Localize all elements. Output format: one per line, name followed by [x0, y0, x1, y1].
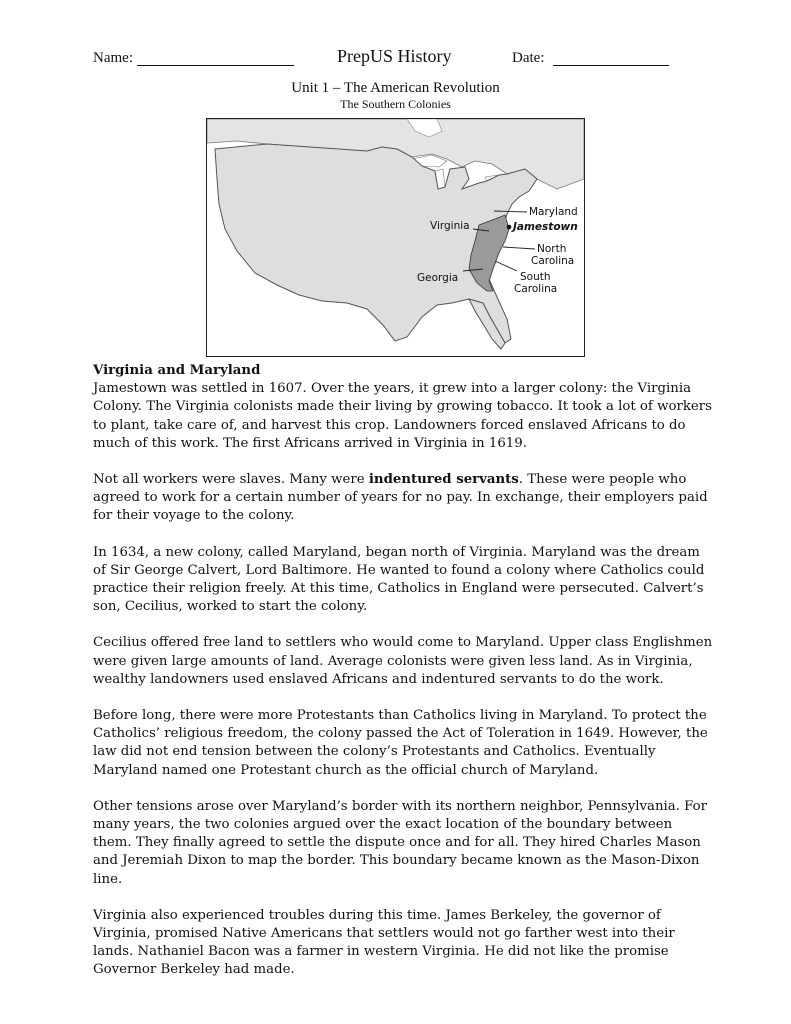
southern-colonies-map [206, 118, 585, 357]
paragraph-1: Jamestown was settled in 1607. Over the years, it grew into a larger colony: the Virginia Colony. The Virginia colonists made their living by growing tobacco. It took a lot of workers to plant, take care of, and harvest this crop. Landowners forced enslaved Africans to do much of this work. The first Africans arrived in Virginia in 1619. [93, 381, 712, 451]
name-blank-line [137, 65, 294, 66]
reading-passage [93, 362, 713, 998]
label-georgia: Georgia [417, 272, 459, 284]
date-label: Date: [512, 50, 545, 66]
paragraph-4: Cecilius offered free land to settlers who would come to Maryland. Upper class Englishmen were given large amounts of land. Average colonists were given less land. As in Virginia, wealthy landowners used enslaved Africans and indentured servants to do the work. [93, 635, 713, 687]
map-image [207, 119, 584, 356]
paragraph-5: Before long, there were more Protestants than Catholics living in Maryland. To protect the Catholics’ religious freedom, the colony passed the Act of Toleration in 1649. However, the law did not end tension between the colony’s Protestants and Catholics. Eventually Maryland named one Protestant church as the official church of Maryland. [93, 708, 708, 778]
section-heading: Virginia and Maryland [93, 363, 261, 378]
paragraph-6: Other tensions arose over Maryland’s border with its northern neighbor, Pennsylvania. For many years, the two colonies argued over the exact location of the boundary between them. They finally agreed to settle the dispute once and for all. They hired Charles Mason and Jeremiah Dixon to map the border. This boundary became known as the Mason-Dixon line. [93, 798, 708, 887]
paragraph-2 [93, 471, 713, 526]
date-blank-line [553, 65, 669, 66]
unit-subtitle: The Southern Colonies [340, 97, 451, 111]
paragraph-3: In 1634, a new colony, called Maryland, began north of Virginia. Maryland was the dream of Sir George Calvert, Lord Baltimore. He wanted to found a colony where Catholics could practice their religion freely. At this time, Catholics in England were persecuted. Calvert’s son, Cecilius, worked to start the colony. [93, 544, 705, 615]
paragraph-2-end: . These were people who agreed to work for a certain number of years for no pay. In exchange, their employers paid for their voyage to the colony. [93, 472, 708, 524]
label-maryland: Maryland [529, 206, 578, 218]
label-north-carolina-2: Carolina [531, 255, 575, 267]
course-title: PrepUS History [337, 46, 452, 66]
paragraph-2-start: Not all workers were slaves. Many were [93, 472, 369, 488]
label-south-carolina-2: Carolina [514, 283, 558, 295]
unit-title: Unit 1 – The American Revolution [291, 80, 500, 96]
paragraph-7: Virginia also experienced troubles during this time. James Berkeley, the governor of Virginia, promised Native Americans that settlers would not go farther west into their lands. Nathaniel Bacon was a farmer in western Virginia. He did not like the promise Governor Berkeley had made. [93, 907, 675, 978]
label-north-carolina-1: North [537, 243, 567, 255]
label-jamestown: Jamestown [513, 221, 578, 233]
term-indentured-servants: indentured servants [368, 472, 519, 488]
jamestown-marker [507, 225, 512, 230]
name-label: Name: [93, 50, 133, 66]
worksheet-header [93, 46, 693, 70]
north-carolina-leader [503, 247, 535, 249]
label-virginia: Virginia [430, 220, 470, 232]
label-south-carolina-1: South [520, 271, 551, 283]
south-carolina-leader [495, 261, 517, 271]
